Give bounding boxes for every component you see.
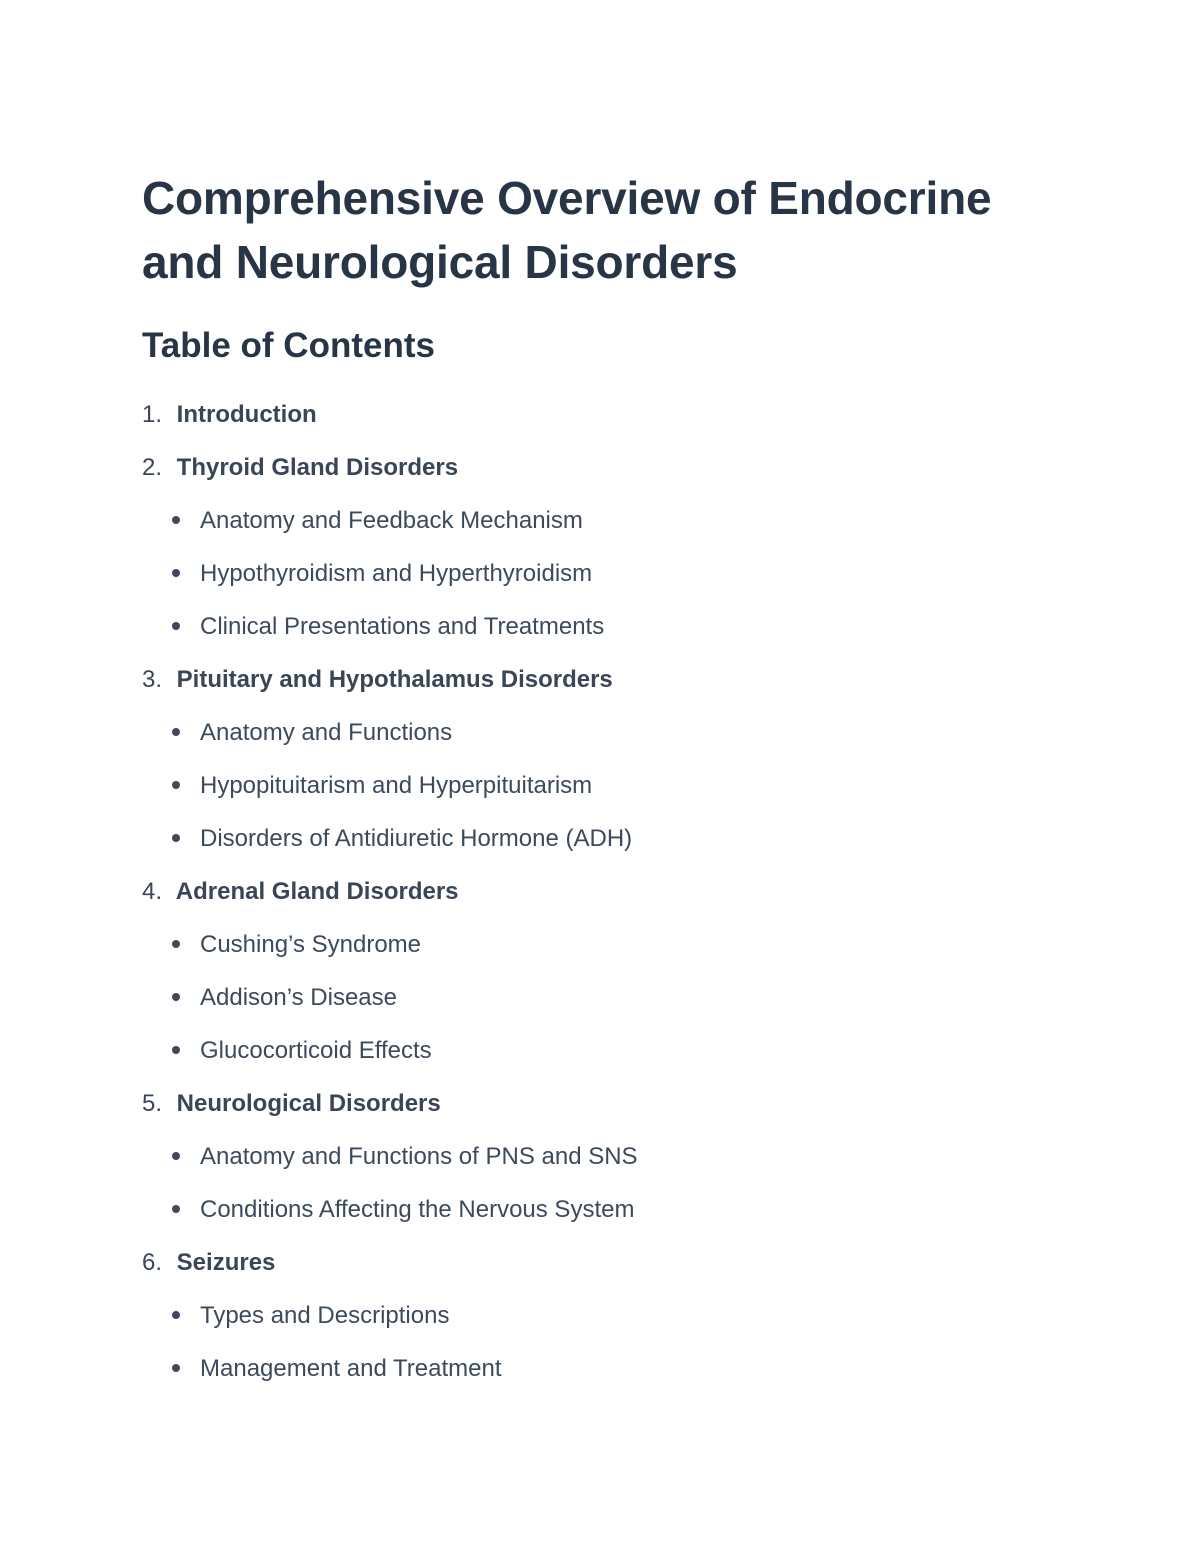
bullet-icon bbox=[172, 569, 180, 577]
toc-section-number: 6. bbox=[142, 1249, 163, 1276]
toc-subitem-label: Types and Descriptions bbox=[200, 1302, 450, 1329]
bullet-icon bbox=[172, 1152, 180, 1160]
toc-subitem bbox=[142, 547, 1102, 600]
toc-section-label: Introduction bbox=[176, 401, 317, 428]
toc-section-label: Neurological Disorders bbox=[176, 1090, 441, 1117]
toc-subitem bbox=[142, 1342, 1102, 1395]
bullet-icon bbox=[172, 1205, 180, 1213]
toc-section-label: Seizures bbox=[176, 1249, 276, 1276]
table-of-contents bbox=[142, 388, 1102, 1395]
toc-subitem bbox=[142, 759, 1102, 812]
toc-section-number: 1. bbox=[142, 401, 163, 428]
toc-subitem-label: Management and Treatment bbox=[200, 1355, 502, 1382]
toc-subitem bbox=[142, 971, 1102, 1024]
bullet-icon bbox=[172, 834, 180, 842]
toc-subitem bbox=[142, 1289, 1102, 1342]
toc-subitem bbox=[142, 812, 1102, 865]
toc-subitem-label: Anatomy and Feedback Mechanism bbox=[200, 507, 583, 534]
toc-subitem-label: Clinical Presentations and Treatments bbox=[200, 613, 605, 640]
bullet-icon bbox=[172, 1364, 180, 1372]
document-title-line-2: and Neurological Disorders bbox=[142, 236, 738, 288]
bullet-icon bbox=[172, 516, 180, 524]
toc-subitem bbox=[142, 494, 1102, 547]
document-title bbox=[142, 166, 1102, 294]
document-title-line-1: Comprehensive Overview of Endocrine bbox=[142, 172, 992, 224]
toc-subitem bbox=[142, 706, 1102, 759]
toc-subitem bbox=[142, 1130, 1102, 1183]
bullet-icon bbox=[172, 940, 180, 948]
toc-subitem-label: Anatomy and Functions bbox=[200, 719, 453, 746]
toc-subitem-label: Cushing’s Syndrome bbox=[200, 931, 422, 958]
bullet-icon bbox=[172, 622, 180, 630]
toc-section-label: Thyroid Gland Disorders bbox=[176, 454, 459, 481]
toc-subitem bbox=[142, 918, 1102, 971]
toc-section-introduction bbox=[142, 388, 1102, 441]
toc-section-pituitary bbox=[142, 653, 1102, 706]
toc-section-number: 4. bbox=[142, 878, 163, 905]
toc-section-number: 3. bbox=[142, 666, 163, 693]
bullet-icon bbox=[172, 1046, 180, 1054]
toc-subitem-label: Anatomy and Functions of PNS and SNS bbox=[200, 1143, 638, 1170]
bullet-icon bbox=[172, 993, 180, 1001]
toc-subitem-label: Hypopituitarism and Hyperpituitarism bbox=[200, 772, 593, 799]
document-page bbox=[142, 166, 1102, 1395]
toc-subitem bbox=[142, 1024, 1102, 1077]
toc-subitem-label: Conditions Affecting the Nervous System bbox=[200, 1196, 635, 1223]
toc-section-label: Pituitary and Hypothalamus Disorders bbox=[176, 666, 613, 693]
bullet-icon bbox=[172, 728, 180, 736]
toc-section-label: Adrenal Gland Disorders bbox=[175, 878, 459, 905]
toc-heading: Table of Contents bbox=[142, 326, 435, 365]
bullet-icon bbox=[172, 1311, 180, 1319]
toc-section-neurological bbox=[142, 1077, 1102, 1130]
toc-section-thyroid bbox=[142, 441, 1102, 494]
toc-section-number: 5. bbox=[142, 1090, 163, 1117]
toc-subitem-label: Addison’s Disease bbox=[200, 984, 398, 1011]
toc-subitem bbox=[142, 1183, 1102, 1236]
toc-subitem-label: Glucocorticoid Effects bbox=[200, 1037, 432, 1064]
toc-subitem bbox=[142, 600, 1102, 653]
toc-subitem-label: Disorders of Antidiuretic Hormone (ADH) bbox=[200, 825, 633, 852]
bullet-icon bbox=[172, 781, 180, 789]
toc-section-number: 2. bbox=[142, 454, 163, 481]
toc-section-adrenal bbox=[142, 865, 1102, 918]
toc-section-seizures bbox=[142, 1236, 1102, 1289]
toc-subitem-label: Hypothyroidism and Hyperthyroidism bbox=[200, 560, 593, 587]
